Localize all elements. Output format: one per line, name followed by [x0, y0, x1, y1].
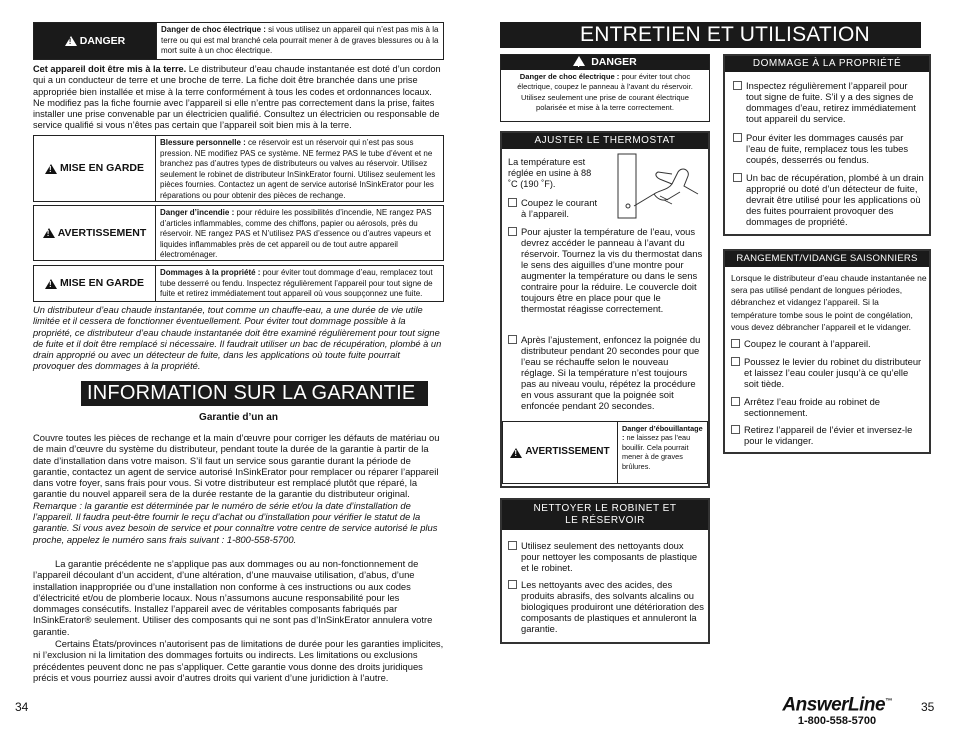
storage-step-3: Arrêtez l’eau froide au robinet de sectionnement.	[731, 396, 925, 418]
warning-triangle-icon	[573, 56, 585, 66]
page-number-left: 34	[15, 700, 29, 714]
caution-label: ! MISE EN GARDE	[34, 266, 155, 301]
danger-text: Danger de choc électrique : si vous utilisez un appareil qui n’est pas mis à la terre ou qui est mal branché cela pourrait mener à de graves blessures ou à la mort suite à un choc électrique.	[156, 23, 443, 59]
scald-warning-text: Danger d’ébouillantage : ne laissez pas l’eau bouillir. Cela pourrait mener à de graves brûlures.	[617, 422, 707, 483]
storage-intro: Lorsque le distributeur d’eau chaude instantanée ne sera pas utilisé pendant de longues périodes, débranchez et vidangez l’appareil. Si la température tombe sous le point de congélation, vous devez débrancher l’appareil et le vidanger.	[731, 273, 927, 332]
checkbox-icon	[731, 425, 740, 434]
checkbox-icon	[731, 339, 740, 348]
warranty-paragraph-2: La garantie précédente ne s’applique pas aux dommages ou au non-fonctionnement de l’appareil découlant d’un accident, d’une altération, d’une mauvaise utilisation, d’abus, d’une installation inappropriée ou d’une installation non conforme à ces instructions ou aux codes d’électricité et/ou de plomberie locaux. Nous n’assumons aucune responsabilité pour les dommages consécutifs. Installez l’appareil avec de véritables composants fabriqués par InSinkErator® seulement. Utiliser des composants qui ne sont pas d’InSinkErator annulera votre garantie.	[33, 558, 433, 637]
storage-step-1: Coupez le courant à l’appareil.	[731, 338, 925, 349]
damage-step-3: Un bac de récupération, plombé à un drain approprié ou doté d’un détecteur de fuite, devrait être utilisé pour les applications où des fuites pourraient provoquer des dommages de propriété.	[733, 172, 925, 227]
warning-text: Danger d’incendie : pour réduire les possibilités d’incendie, NE rangez PAS d’articles inflammables, comme des chiffons, papier ou aérosols, près du réservoir. NE rangez PAS et N’utilisez PAS d’essence ou d’autres vapeurs et liquides inflammables près de cet appareil ou de tout autre appareil électroménager.	[155, 206, 443, 260]
warning-triangle-icon	[45, 279, 57, 289]
cleaning-heading: NETTOYER LE ROBINET ET LE RÉSERVOIR	[502, 500, 708, 530]
checkbox-icon	[733, 133, 742, 142]
danger-label: ! DANGER	[501, 55, 709, 70]
storage-step-4: Retirez l’appareil de l’évier et inversez-le pour le vidanger.	[731, 424, 925, 446]
danger-box-electric	[33, 22, 444, 60]
property-damage-heading: DOMMAGE À LA PROPRIÉTÉ	[725, 56, 929, 72]
thermostat-intro: La température est réglée en usine à 88 ˚C (190 ˚F).	[508, 157, 592, 189]
caution-text: Dommages à la propriété : pour éviter tout dommage d’eau, remplacez tout tube desserré ou fendu. Inspectez régulièrement l’appareil pour tout signe de fuite et retirez immédiatement tout appareil où vous soupçonnez une fuite.	[155, 266, 443, 301]
grounding-paragraph: Cet appareil doit être mis à la terre. Le distributeur d’eau chaude instantanée est doté d’un cordon qui a un conducteur de terre et une broche de terre. La fiche doit être branchée dans une prise appropriée bien installée et mise à la terre conformément à tous les codes et ordonnances locaux. Ne modifiez pas la fiche fournie avec l’appareil si elle n’entre pas correctement dans la prise, faites installer une prise convenable par un électricien qualifié. Consultez un électricien ou responsable de service qualifié si vous n’êtes pas certain que l’appareil soit bien mis à la terre.	[33, 64, 441, 131]
checkbox-icon	[733, 81, 742, 90]
checkbox-icon	[508, 541, 517, 550]
thermostat-heading: AJUSTER LE THERMOSTAT	[502, 133, 708, 149]
cleaning-step-2: Les nettoyants avec des acides, des produits abrasifs, des solvants alcalins ou biologiques produiront une détérioration des composants de plastiques et annuleront la garantie.	[508, 579, 704, 634]
storage-step-2: Poussez le levier du robinet du distributeur et laissez l’eau couler jusqu’à ce qu’elle soit tiède.	[731, 356, 925, 389]
warning-label: ! AVERTISSEMENT	[503, 422, 617, 483]
warning-triangle-icon	[43, 228, 55, 238]
maintenance-heading: ENTRETIEN ET UTILISATION	[500, 22, 921, 48]
checkbox-icon	[508, 335, 517, 344]
scald-warning-box	[502, 421, 708, 484]
danger-label: ! DANGER	[34, 23, 156, 59]
lifespan-paragraph: Un distributeur d’eau chaude instantanée, tout comme un chauffe-eau, a une durée de vie utile limitée et il cessera de fonctionner éventuellement. Pour éviter tout dommage possible à la propriété, ce distributeur d’eau chaude instantanée doit être examiné régulièrement pour tout signe de fuite et il doit être remplacé si nécessaire. Il faudrait utiliser un bac de récupération, plombé à un drain approprié ou avec un détecteur de fuite, dans les applications où toute fuite pourrait provoquer des dommages à la propriété.	[33, 305, 442, 372]
thermostat-step-1: Coupez le courant à l’appareil.	[508, 197, 600, 219]
warning-triangle-icon	[45, 164, 57, 174]
caution-box-injury	[33, 135, 444, 202]
warranty-subheading: Garantie d’un an	[199, 412, 278, 423]
caution-label: ! MISE EN GARDE	[34, 136, 155, 201]
damage-step-1: Inspectez régulièrement l’appareil pour tout signe de fuite. S’il y a des signes de dommages d’eau, retirez immédiatement tout appareil du service.	[733, 80, 925, 124]
answerline-logo: AnswerLine™ 1-800-558-5700	[782, 694, 892, 728]
danger-box-right	[500, 54, 710, 122]
checkbox-icon	[731, 357, 740, 366]
thermostat-step-2: Pour ajuster la température de l’eau, vous devrez accéder le panneau à l’avant du réservoir. Tournez la vis du thermostat dans le sens des aiguilles d’une montre pour augmenter la température ou dans le sens contraire pour la réduire. Le couvercle doit toujours être en place pour que le thermostat réagisse correctement.	[508, 226, 704, 314]
warranty-paragraph-3: Certains États/provinces n’autorisent pas de limitations de durée pour les garanties implicites, ni l’exclusion ni la limitation des dommages fortuits ou indirects. Les limitations ou exclusions précédentes peuvent donc ne pas s’appliquer. Cette garantie vous donne des droits juridiques précis et vous pourriez aussi avoir d’autres droits qui varient d’une juridiction à l’autre.	[33, 638, 444, 683]
warranty-paragraph-1: Couvre toutes les pièces de rechange et la main d’œuvre pour corriger les défauts de matériau ou de main d’œuvre du système du distributeur, pendant toute la durée de la garantie à partir de la date d’installation dans votre maison. S’il faut un service sous garantie durant la période de garantie, contactez un agent de service autorisé InSinkErator pour remplacer ou réparer l’appareil dans votre foyer, sans frais pour vous. Si votre distributeur est remplacé plutôt que réparé, la garantie du nouvel appareil sera de la durée restante de la garantie du distributeur original. Remarque : la garantie est déterminée par le numéro de série et/ou la date d’installation de l’appareil. Il faudra peut-être fournir le reçu d’achat ou d’installation pour vérifier le statut de la garantie. Si vous avez besoin de service et pour connaître votre centre de service autorisé le plus proche, appelez le numéro sans frais suivant : 1-800-558-5700.	[33, 432, 440, 545]
thermostat-step-3: Après l’ajustement, enfoncez la poignée du distributeur pendant 20 secondes pour que l’eau se réchauffe selon le nouveau réglage. Si la température n’est toujours pas au niveau voulu, répétez la procédure en vous assurant que la poignée soit enfoncée pendant 20 secondes.	[508, 334, 704, 411]
warning-label: ! AVERTISSEMENT	[34, 206, 155, 260]
phone-number: 1-800-558-5700	[797, 715, 877, 728]
danger-text: Danger de choc électrique : pour éviter tout choc électrique, coupez le panneau à l’avant du réservoir. Utilisez seulement une prise de courant électrique polarisée et mise à la terre correctement.	[517, 72, 693, 112]
warranty-heading: INFORMATION SUR LA GARANTIE	[81, 381, 428, 406]
cleaning-step-1: Utilisez seulement des nettoyants doux pour nettoyer les composants de plastique et le robinet.	[508, 540, 704, 573]
warning-triangle-icon	[510, 448, 522, 458]
thermostat-hand-illustration	[598, 150, 706, 222]
caution-text: Blessure personnelle : ce réservoir est un réservoir qui n’est pas sous pression. NE modifiez PAS ce système. NE fermez PAS le tube d’évent et ne branchez pas d’autres types de distributeurs ou valves au réservoir. Utilisez seulement le robinet de distributeur InSinkErator fourni. Utilisez seulement les pièces fournies. Contactez un agent de service autorisé InSinkErator pour les réparations ou pour obtenir des pièces de rechange.	[155, 136, 443, 201]
checkbox-icon	[731, 397, 740, 406]
damage-step-2: Pour éviter les dommages causés par l’eau de fuite, remplacez tous les tubes coupés, desserrés ou fendus.	[733, 132, 925, 165]
warning-box-fire	[33, 205, 444, 261]
page-number-right: 35	[921, 700, 935, 714]
checkbox-icon	[508, 198, 517, 207]
checkbox-icon	[733, 173, 742, 182]
storage-heading: RANGEMENT/VIDANGE SAISONNIERS	[725, 251, 929, 267]
caution-box-property	[33, 265, 444, 302]
checkbox-icon	[508, 580, 517, 589]
warning-triangle-icon	[65, 36, 77, 46]
checkbox-icon	[508, 227, 517, 236]
